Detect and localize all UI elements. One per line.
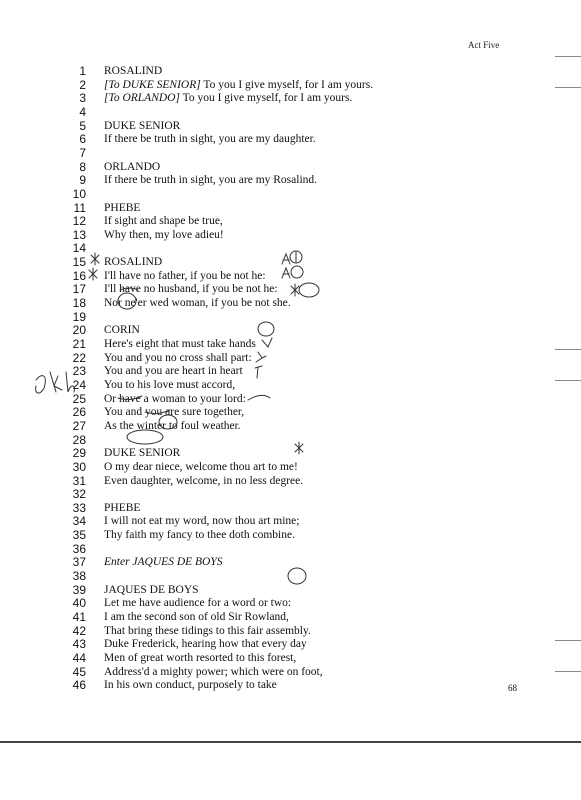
speaker-name: ROSALIND — [104, 256, 163, 269]
script-line — [0, 255, 420, 269]
dialogue-text: To you I give myself, for I am yours. — [179, 92, 353, 105]
script-line — [0, 146, 420, 160]
line-number: 25 — [72, 391, 86, 406]
line-number: 40 — [72, 596, 86, 611]
script-line — [0, 228, 420, 242]
script-line — [0, 405, 420, 419]
line-number: 27 — [72, 418, 86, 433]
script-line — [0, 665, 420, 679]
script-line — [0, 542, 420, 556]
script-line — [0, 187, 420, 201]
script-line — [0, 569, 420, 583]
script-line — [0, 351, 420, 365]
dialogue-text: I am the second son of old Sir Rowland, — [104, 611, 289, 623]
line-number: 5 — [79, 118, 86, 133]
dialogue-text: As the winter to foul weather. — [104, 419, 241, 432]
script-line — [0, 678, 420, 692]
line-number: 46 — [72, 678, 86, 693]
dialogue-text: That bring these tidings to this fair assembly. — [104, 624, 311, 637]
dialogue-text: Nor ne'er wed woman, if you be not she. — [104, 297, 291, 310]
script-line — [0, 624, 420, 638]
speaker-name: DUKE SENIOR — [104, 447, 181, 460]
script-line — [0, 64, 420, 78]
punch-hole-bottom — [555, 640, 581, 672]
line-number: 42 — [72, 623, 86, 638]
line-number: 3 — [79, 91, 86, 106]
line-number: 9 — [79, 173, 86, 188]
punch-hole-middle — [555, 349, 581, 381]
line-number: 34 — [72, 514, 86, 529]
line-number: 14 — [72, 241, 86, 256]
script-line — [0, 323, 420, 337]
line-number: 37 — [72, 555, 86, 570]
script-line — [0, 105, 420, 119]
script-line — [0, 310, 420, 324]
line-number: 32 — [72, 487, 86, 502]
line-number: 6 — [79, 132, 86, 147]
line-number: 8 — [79, 159, 86, 174]
line-number: 10 — [72, 186, 86, 201]
script-line — [0, 392, 420, 406]
script-line — [0, 337, 420, 351]
dialogue-text — [104, 78, 373, 92]
line-number: 24 — [72, 377, 86, 392]
line-number: 43 — [72, 637, 86, 652]
line-number: 33 — [72, 500, 86, 515]
script-line — [0, 514, 420, 528]
line-number: 26 — [72, 405, 86, 420]
speaker-name: PHEBE — [104, 501, 141, 514]
line-number: 4 — [79, 104, 86, 119]
script-line — [0, 78, 420, 92]
script-line — [0, 173, 420, 187]
speaker-name: ORLANDO — [104, 160, 161, 173]
script-line — [0, 555, 420, 569]
script-line — [0, 160, 420, 174]
script-line — [0, 474, 420, 488]
line-number: 31 — [72, 473, 86, 488]
script-line — [0, 637, 420, 651]
act-header: Act Five — [468, 40, 500, 50]
stage-direction: [To DUKE SENIOR] — [104, 78, 201, 91]
dialogue-text: Here's eight that must take hands — [104, 338, 256, 350]
dialogue-text — [104, 91, 352, 105]
script-line — [0, 528, 420, 542]
script-line — [0, 201, 420, 215]
script-line — [0, 132, 420, 146]
line-number: 2 — [79, 77, 86, 92]
dialogue-text: Or have a woman to your lord: — [104, 392, 246, 405]
script-line — [0, 91, 420, 105]
script-line — [0, 214, 420, 228]
page-bottom-edge — [0, 741, 581, 743]
dialogue-text: You and you are heart in heart — [104, 365, 243, 378]
line-number: 44 — [72, 650, 86, 665]
script-line — [0, 241, 420, 255]
line-number: 19 — [72, 309, 86, 324]
line-number: 21 — [72, 337, 86, 351]
script-line — [0, 269, 420, 283]
dialogue-text: Duke Frederick, hearing how that every day — [104, 638, 307, 651]
stage-direction: Enter JAQUES DE BOYS — [104, 556, 223, 569]
line-number: 1 — [79, 64, 86, 78]
speaker-name: JAQUES DE BOYS — [104, 583, 199, 596]
line-number: 23 — [72, 364, 86, 379]
dialogue-text: If sight and shape be true, — [104, 215, 223, 228]
script-line — [0, 487, 420, 501]
speaker-name: ROSALIND — [104, 65, 163, 77]
dialogue-text: I will not eat my word, now thou art mine; — [104, 515, 300, 528]
script-line — [0, 296, 420, 310]
script-line — [0, 501, 420, 515]
line-number: 20 — [72, 323, 86, 338]
line-number: 36 — [72, 541, 86, 556]
line-number: 11 — [73, 200, 86, 215]
dialogue-text: I'll have no husband, if you be not he: — [104, 283, 278, 296]
line-number: 45 — [72, 664, 86, 679]
punch-hole-top — [555, 56, 581, 88]
dialogue-text: Why then, my love adieu! — [104, 228, 224, 241]
line-number: 29 — [72, 446, 86, 461]
line-number: 41 — [72, 610, 86, 624]
line-number: 30 — [72, 459, 86, 474]
speaker-name: DUKE SENIOR — [104, 119, 181, 132]
dialogue-text: You and you are sure together, — [104, 406, 245, 419]
line-number: 38 — [72, 569, 86, 584]
line-number: 28 — [72, 432, 86, 447]
stage-direction: [To ORLANDO] — [104, 92, 180, 105]
dialogue-text: Even daughter, welcome, in no less degree. — [104, 474, 304, 487]
script-line — [0, 596, 420, 610]
dialogue-text: I'll have no father, if you be not he: — [104, 269, 266, 282]
script-line — [0, 651, 420, 665]
speaker-name: PHEBE — [104, 201, 141, 214]
line-number: 35 — [72, 528, 86, 543]
line-number: 39 — [72, 582, 86, 597]
line-number: 15 — [72, 255, 86, 270]
script-line — [0, 378, 420, 392]
script-line — [0, 433, 420, 447]
line-number: 18 — [72, 296, 86, 311]
script-line — [0, 119, 420, 133]
dialogue-text: Thy faith my fancy to thee doth combine. — [104, 529, 295, 542]
dialogue-text: If there be truth in sight, you are my Rosalind. — [104, 174, 318, 187]
dialogue-text: You and you no cross shall part: — [104, 351, 252, 364]
line-number: 13 — [72, 227, 86, 242]
dialogue-text: In his own conduct, purposely to take — [104, 679, 277, 692]
script-line — [0, 583, 420, 597]
script-line — [0, 610, 420, 624]
dialogue-text: To you I give myself, for I am yours. — [200, 78, 374, 91]
script-line — [0, 446, 420, 460]
dialogue-text: Let me have audience for a word or two: — [104, 597, 292, 610]
dialogue-text: O my dear niece, welcome thou art to me! — [104, 460, 298, 473]
line-number: 16 — [72, 268, 86, 283]
script-line — [0, 419, 420, 433]
dialogue-text: Address'd a mighty power; which were on foot, — [104, 665, 323, 678]
page-number: 68 — [508, 683, 517, 693]
dialogue-text: Men of great worth resorted to this forest, — [104, 651, 297, 664]
script-line — [0, 282, 420, 296]
line-number: 17 — [72, 282, 86, 297]
line-number: 12 — [72, 214, 86, 229]
dialogue-text: If there be truth in sight, you are my daughter. — [104, 133, 316, 146]
line-number: 22 — [72, 350, 86, 365]
speaker-name: CORIN — [104, 324, 140, 337]
line-number: 7 — [79, 145, 86, 160]
script-line — [0, 460, 420, 474]
dialogue-text: You to his love must accord, — [104, 378, 236, 391]
script-line — [0, 364, 420, 378]
